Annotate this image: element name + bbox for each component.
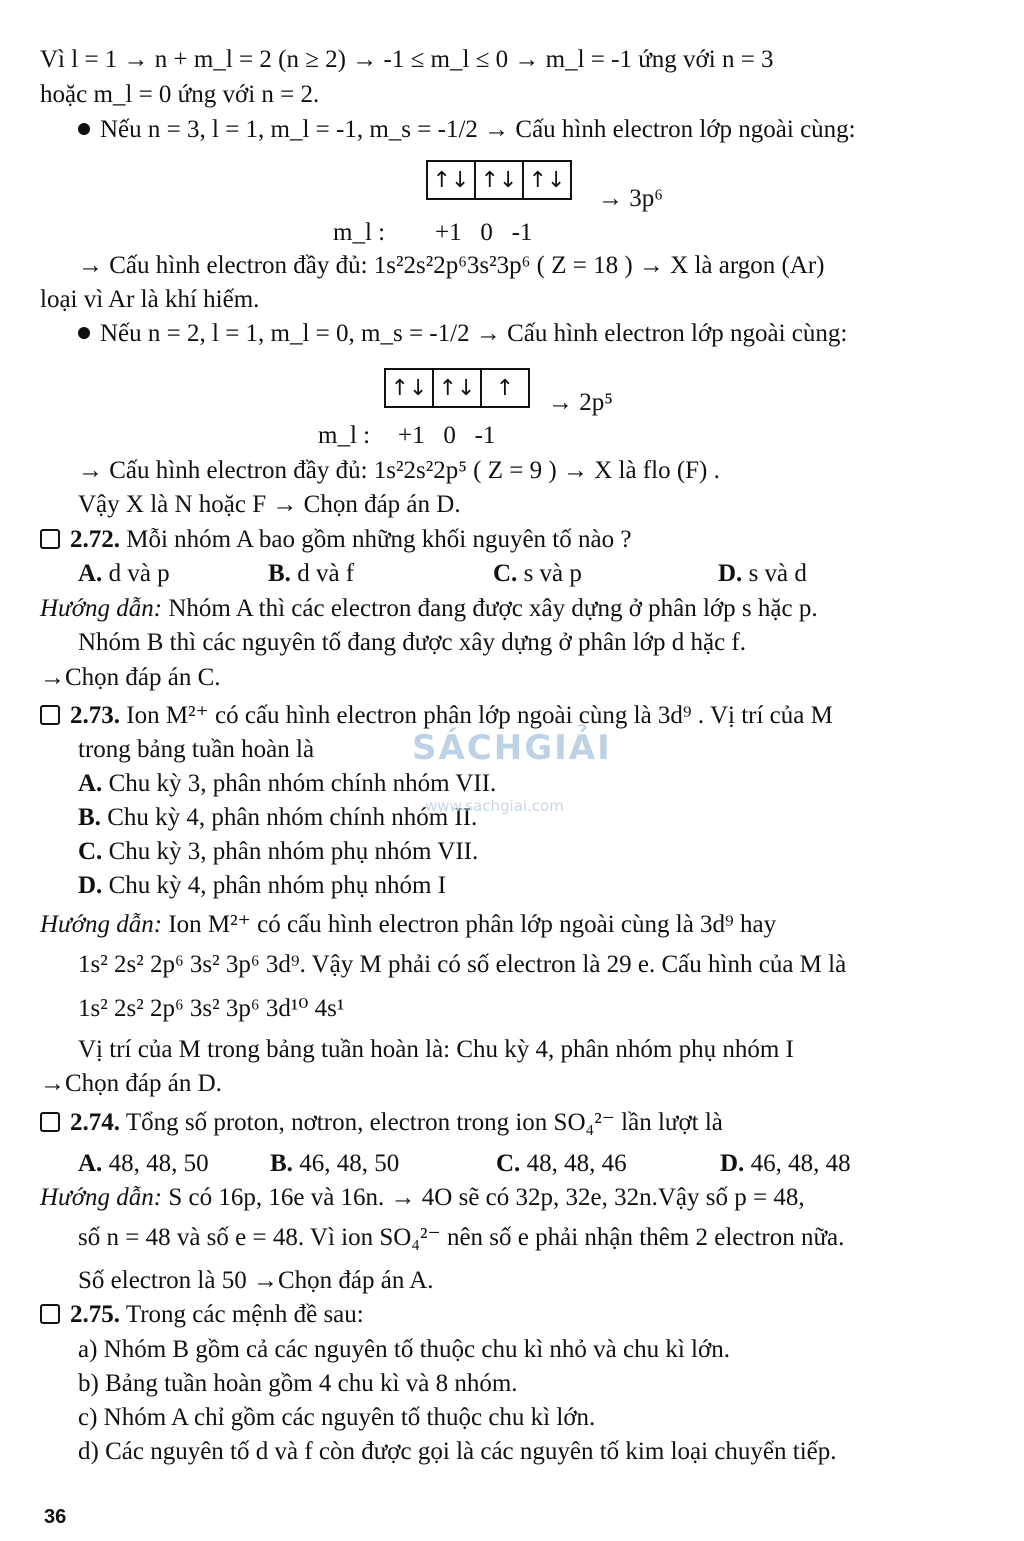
case2-bullet-text: Nếu n = 2, l = 1, m_l = 0, m_s = -1/2 → Cấu hình electron lớp ngoài cùng: xyxy=(100,320,848,347)
guide-2-74-line-2: số n = 48 và số e = 48. Vì ion SO₄²⁻ nên số e phải nhận thêm 2 electron nữa. xyxy=(78,1224,845,1251)
orbital-cell: ↑↓ xyxy=(384,368,434,408)
question-text: Mỗi nhóm A bao gồm những khối nguyên tố nào ? xyxy=(126,526,632,553)
question-2-72 xyxy=(40,524,974,556)
case1-result: → 3p⁶ xyxy=(598,185,663,212)
option-b: B. Chu kỳ 4, phân nhóm chính nhóm II. xyxy=(78,804,478,831)
bullet-icon xyxy=(78,327,90,339)
bullet-icon xyxy=(78,123,90,135)
question-number: 2.74. xyxy=(70,1109,120,1136)
case1-ml-label: m_l : xyxy=(333,219,386,246)
option-d: D. s và d xyxy=(718,560,807,587)
guide-2-73-line-4: Vị trí của M trong bảng tuần hoàn là: Chu kỳ 4, phân nhóm phụ nhóm I xyxy=(78,1036,794,1063)
guide-2-72-line-1: Hướng dẫn: Nhóm A thì các electron đang được xây dựng ở phân lớp s hặc p. xyxy=(40,595,818,622)
guide-label: Hướng dẫn: xyxy=(40,911,163,938)
case2-ml-values: +1 0 -1 xyxy=(398,422,496,449)
question-text: Tổng số proton, nơtron, electron trong ion SO₄²⁻ lần lượt là xyxy=(125,1109,723,1136)
answer-2-73: →Chọn đáp án D. xyxy=(40,1070,222,1097)
statement-d: d) Các nguyên tố d và f còn được gọi là các nguyên tố kim loại chuyển tiếp. xyxy=(78,1438,837,1465)
orbital-cell: ↑↓ xyxy=(426,160,476,200)
question-number: 2.72. xyxy=(70,526,120,553)
orbital-cell: ↑↓ xyxy=(522,160,572,200)
case2-conclusion: Vậy X là N hoặc F → Chọn đáp án D. xyxy=(78,491,461,518)
checkbox-icon xyxy=(40,1304,60,1324)
case2-full-config: → Cấu hình electron đầy đủ: 1s²2s²2p⁵ ( Z = 9 ) → X là flo (F) . xyxy=(78,457,720,484)
case1-ml-values: +1 0 -1 xyxy=(435,219,533,246)
case2-result: → 2p⁵ xyxy=(548,389,613,416)
guide-label: Hướng dẫn: xyxy=(40,595,163,622)
case1-bullet-text: Nếu n = 3, l = 1, m_l = -1, m_s = -1/2 → Cấu hình electron lớp ngoài cùng: xyxy=(100,116,856,143)
case1-bullet xyxy=(78,114,974,146)
answer-2-72: →Chọn đáp án C. xyxy=(40,664,221,691)
question-number: 2.73. xyxy=(70,702,120,729)
guide-2-73-line-1: Hướng dẫn: Ion M²⁺ có cấu hình electron phân lớp ngoài cùng là 3d⁹ hay xyxy=(40,911,777,938)
option-a: A. d và p xyxy=(78,560,170,587)
question-text: Ion M²⁺ có cấu hình electron phân lớp ngoài cùng là 3d⁹ . Vị trí của M xyxy=(126,702,833,729)
intro-line-1: Vì l = 1 → n + m_l = 2 (n ≥ 2) → -1 ≤ m_l ≤ 0 → m_l = -1 ứng với n = 3 xyxy=(40,46,774,73)
option-c: C. Chu kỳ 3, phân nhóm phụ nhóm VII. xyxy=(78,838,479,865)
case1-note: loại vì Ar là khí hiếm. xyxy=(40,286,260,313)
watermark-logo: SÁCHGIẢI xyxy=(412,728,612,768)
orbital-cell: ↑↓ xyxy=(474,160,524,200)
checkbox-icon xyxy=(40,705,60,725)
option-d: D. Chu kỳ 4, phân nhóm phụ nhóm I xyxy=(78,872,447,899)
statement-c: c) Nhóm A chỉ gồm các nguyên tố thuộc chu kì lớn. xyxy=(78,1404,596,1431)
case1-full-config: → Cấu hình electron đầy đủ: 1s²2s²2p⁶3s²3p⁶ ( Z = 18 ) → X là argon (Ar) xyxy=(78,252,825,279)
orbital-cell: ↑ xyxy=(480,368,530,408)
intro-line-2: hoặc m_l = 0 ứng với n = 2. xyxy=(40,81,320,108)
orbital-cell: ↑↓ xyxy=(432,368,482,408)
page-number: 36 xyxy=(44,1506,67,1528)
question-2-74 xyxy=(40,1107,974,1139)
option-b: B. 46, 48, 50 xyxy=(270,1150,400,1177)
question-number: 2.75. xyxy=(70,1301,120,1328)
guide-label: Hướng dẫn: xyxy=(40,1184,163,1211)
option-c: C. s và p xyxy=(493,560,582,587)
guide-2-73-line-2: 1s² 2s² 2p⁶ 3s² 3p⁶ 3d⁹. Vậy M phải có số electron là 29 e. Cấu hình của M là xyxy=(78,951,847,978)
question-text: Trong các mệnh đề sau: xyxy=(125,1301,364,1328)
case2-ml-label: m_l : xyxy=(318,422,371,449)
option-b: B. d và f xyxy=(268,560,355,587)
orbital-diagram-2p xyxy=(384,368,530,408)
guide-2-73-line-3: 1s² 2s² 2p⁶ 3s² 3p⁶ 3d¹⁰ 4s¹ xyxy=(78,995,345,1022)
option-a: A. Chu kỳ 3, phân nhóm chính nhóm VII. xyxy=(78,770,497,797)
checkbox-icon xyxy=(40,529,60,549)
option-d: D. 46, 48, 48 xyxy=(720,1150,851,1177)
guide-2-74-line-1: Hướng dẫn: S có 16p, 16e và 16n. → 4O sẽ có 32p, 32e, 32n.Vậy số p = 48, xyxy=(40,1184,805,1211)
question-2-73-cont: trong bảng tuần hoàn là xyxy=(78,736,315,763)
option-c: C. 48, 48, 46 xyxy=(496,1150,627,1177)
statement-a: a) Nhóm B gồm cả các nguyên tố thuộc chu kì nhỏ và chu kì lớn. xyxy=(78,1336,730,1363)
option-a: A. 48, 48, 50 xyxy=(78,1150,209,1177)
guide-2-72-line-2: Nhóm B thì các nguyên tố đang được xây dựng ở phân lớp d hặc f. xyxy=(78,629,747,656)
case2-bullet xyxy=(78,318,974,350)
watermark-url: www.sachgiai.com xyxy=(425,797,564,815)
checkbox-icon xyxy=(40,1112,60,1132)
guide-2-74-line-3: Số electron là 50 →Chọn đáp án A. xyxy=(78,1267,434,1294)
statement-b: b) Bảng tuần hoàn gồm 4 chu kì và 8 nhóm. xyxy=(78,1370,518,1397)
orbital-diagram-3p xyxy=(426,160,572,200)
question-2-75 xyxy=(40,1299,974,1331)
